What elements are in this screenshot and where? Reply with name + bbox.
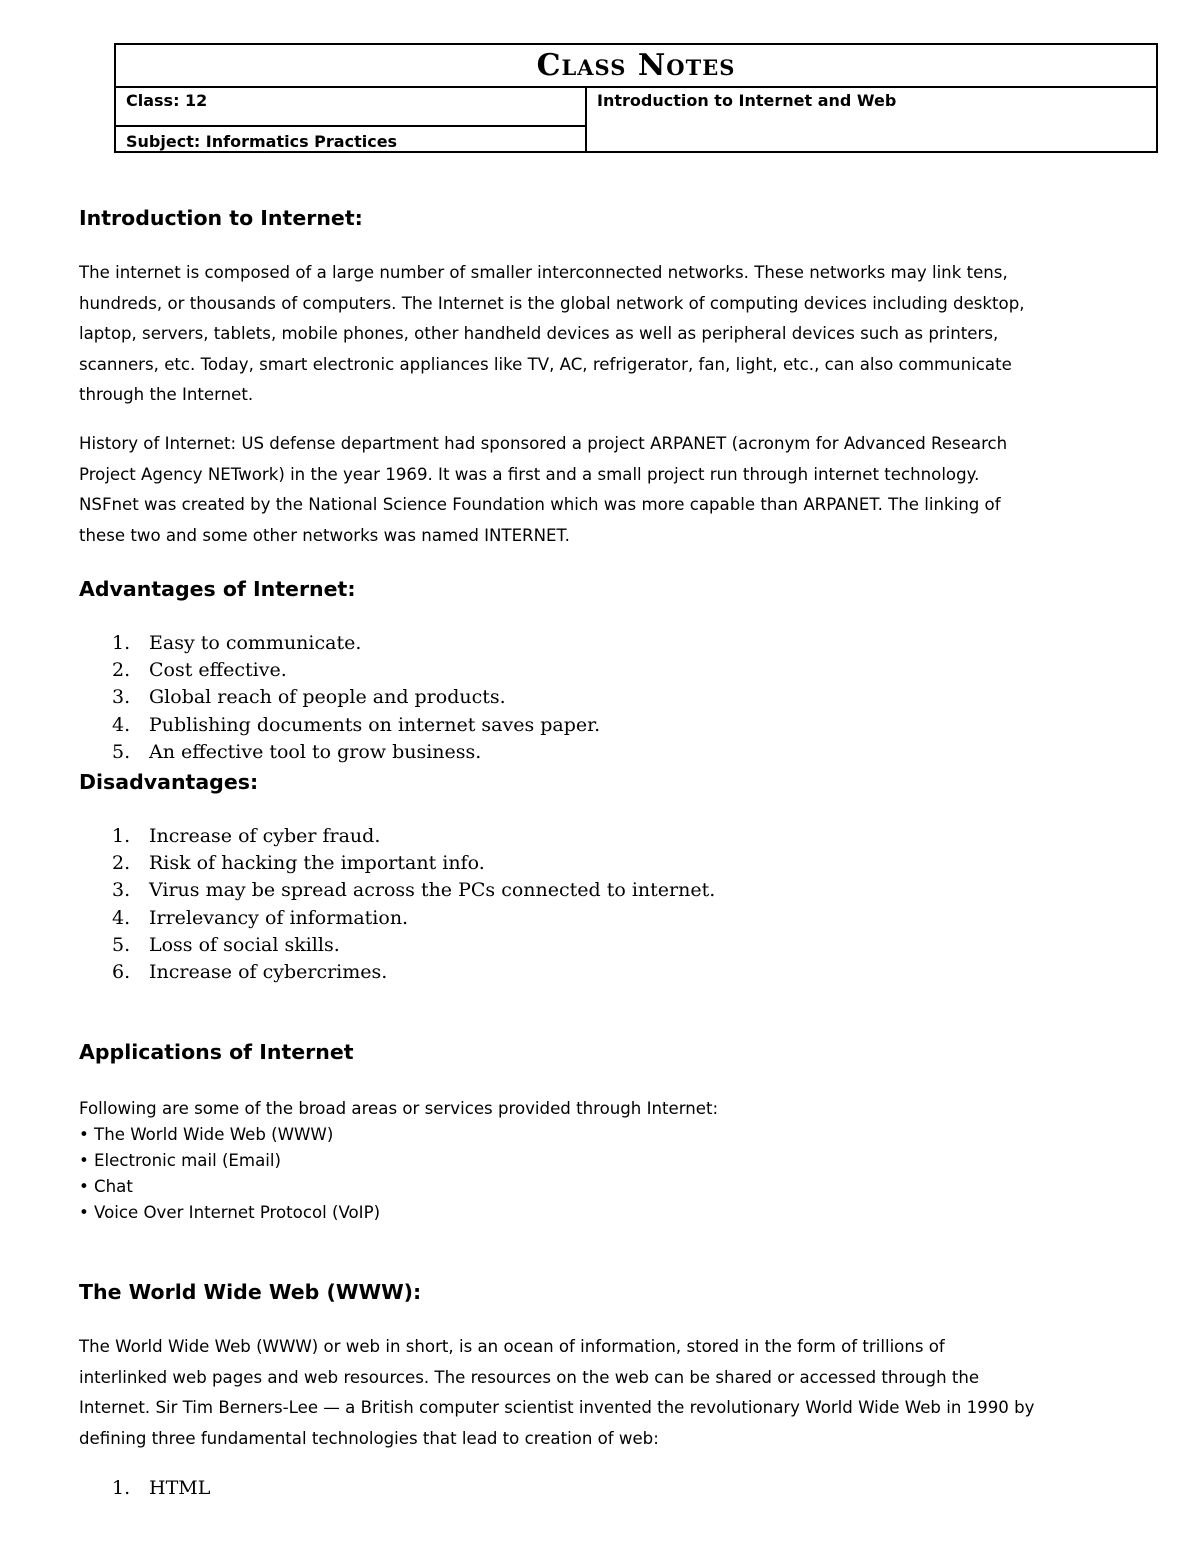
page-title: Class Notes <box>536 48 736 83</box>
intro-heading: Introduction to Internet: <box>79 206 363 230</box>
list-text: Risk of hacking the important info. <box>149 852 485 875</box>
list-item: • Voice Over Internet Protocol (VoIP) <box>79 1203 381 1222</box>
text-line: scanners, etc. Today, smart electronic appliances like TV, AC, refrigerator, fan, light, etc., can also communicate <box>79 354 1012 374</box>
topic-cell <box>587 86 1156 151</box>
list-text: Global reach of people and products. <box>149 686 506 709</box>
list-item <box>112 739 600 766</box>
list-number: 2. <box>112 659 131 682</box>
subject-label: Subject: Informatics Practices <box>126 132 398 151</box>
list-number: 2. <box>112 852 131 875</box>
list-item <box>112 1475 210 1502</box>
subject-cell <box>116 127 585 151</box>
list-text: Easy to communicate. <box>149 632 362 654</box>
text-line: The internet is composed of a large number of smaller interconnected networks. These networks may link tens, <box>79 263 1008 282</box>
list-text: An effective tool to grow business. <box>149 740 482 763</box>
header-title-row <box>116 45 1156 88</box>
list-item <box>112 657 600 684</box>
list-number: 1. <box>112 632 131 654</box>
list-item <box>112 877 715 904</box>
topic-label: Introduction to Internet and Web <box>597 91 897 110</box>
list-text: Loss of social skills. <box>149 933 340 956</box>
list-number: 4. <box>112 906 131 929</box>
text-line: these two and some other networks was named INTERNET. <box>79 525 570 545</box>
list-text: Publishing documents on internet saves paper. <box>149 713 601 736</box>
list-item <box>112 712 600 739</box>
class-cell <box>116 86 585 127</box>
list-item <box>112 850 715 877</box>
list-text: Increase of cyber fraud. <box>149 825 381 847</box>
list-item <box>112 684 600 711</box>
www-heading: The World Wide Web (WWW): <box>79 1280 422 1304</box>
text-line: defining three fundamental technologies that lead to creation of web: <box>79 1428 659 1448</box>
text-line: hundreds, or thousands of computers. The Internet is the global network of computing devices including desktop, <box>79 293 1025 313</box>
list-item: • Chat <box>79 1177 133 1196</box>
list-item <box>112 932 715 959</box>
disadvantages-heading: Disadvantages: <box>79 770 259 794</box>
class-label: Class: 12 <box>126 91 208 110</box>
applications-list <box>79 1096 718 1226</box>
applications-heading: Applications of Internet <box>79 1040 354 1064</box>
list-number: 1. <box>112 825 131 847</box>
text-line: Project Agency NETwork) in the year 1969. It was a first and a small project run through internet technology. <box>79 464 980 484</box>
intro-paragraph <box>79 258 1139 411</box>
text-line: laptop, servers, tablets, mobile phones, other handheld devices as well as peripheral devices such as printers, <box>79 324 999 343</box>
applications-intro: Following are some of the broad areas or services provided through Internet: <box>79 1099 719 1118</box>
history-paragraph <box>79 429 1139 551</box>
list-item <box>112 630 600 657</box>
class-notes-header-table <box>114 43 1158 153</box>
text-line: The World Wide Web (WWW) or web in short, is an ocean of information, stored in the form of trillions of <box>79 1337 945 1356</box>
list-text: Cost effective. <box>149 659 287 682</box>
list-number: 3. <box>112 686 131 709</box>
text-line: Internet. Sir Tim Berners-Lee — a British computer scientist invented the revolutionary World Wide Web in 1990 by <box>79 1398 1035 1417</box>
list-number: 1. <box>112 1477 131 1499</box>
list-text: Virus may be spread across the PCs connected to internet. <box>149 879 716 902</box>
list-text: Increase of cybercrimes. <box>149 961 388 984</box>
list-item: • Electronic mail (Email) <box>79 1151 281 1170</box>
advantages-heading: Advantages of Internet: <box>79 577 356 601</box>
header-left-column <box>116 86 587 151</box>
list-number: 4. <box>112 713 131 736</box>
text-line: through the Internet. <box>79 385 254 404</box>
list-number: 3. <box>112 879 131 902</box>
list-number: 6. <box>112 961 131 984</box>
www-paragraph <box>79 1332 1139 1454</box>
list-item <box>112 823 715 850</box>
text-line: NSFnet was created by the National Science Foundation which was more capable than ARPANET. The linking of <box>79 495 1001 514</box>
list-number: 5. <box>112 740 131 763</box>
list-item <box>112 959 715 986</box>
list-item: • The World Wide Web (WWW) <box>79 1125 334 1144</box>
text-line: History of Internet: US defense department had sponsored a project ARPANET (acronym for Advanced Research <box>79 434 1008 453</box>
text-line: interlinked web pages and web resources. The resources on the web can be shared or accessed through the <box>79 1367 980 1387</box>
list-item <box>112 905 715 932</box>
disadvantages-list <box>112 823 715 986</box>
www-technologies-list <box>112 1475 210 1502</box>
list-number: 5. <box>112 933 131 956</box>
list-text: Irrelevancy of information. <box>149 906 409 929</box>
advantages-list <box>112 630 600 766</box>
list-text: HTML <box>149 1477 211 1499</box>
